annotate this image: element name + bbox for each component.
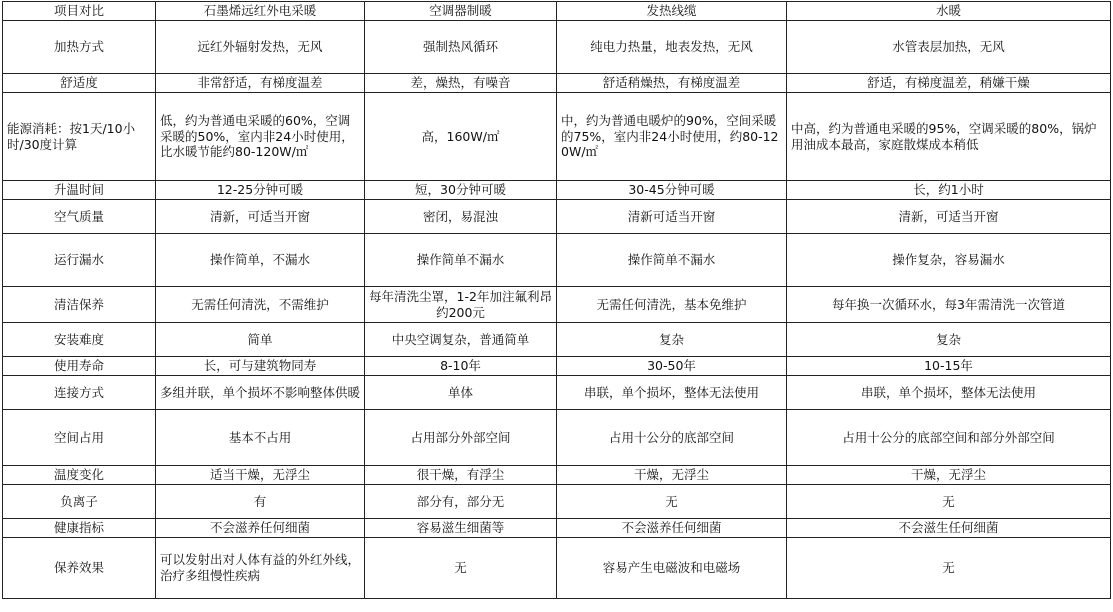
table-cell: 水管表层加热，无风: [787, 21, 1111, 74]
header-cell-water: 水暖: [787, 2, 1111, 21]
table-row: [3, 376, 1111, 410]
table-cell: 高，160W/㎡: [365, 93, 557, 181]
table-cell: 复杂: [787, 323, 1111, 357]
table-cell: 清新可适当开窗: [557, 200, 787, 234]
table-cell: 干燥，无浮尘: [557, 466, 787, 485]
table-cell: 短，30分钟可暖: [365, 181, 557, 200]
table-cell: 远红外辐射发热，无风: [156, 21, 365, 74]
table-cell: 低，约为普通电采暖的60%，空调采暖的50%，室内非24小时使用，比水暖节能约80-120W/㎡: [156, 93, 365, 181]
table-cell: 差，燥热，有噪音: [365, 74, 557, 93]
row-label: 空气质量: [3, 200, 156, 234]
table-cell: 有: [156, 485, 365, 519]
table-cell: 基本不占用: [156, 410, 365, 466]
table-row: [3, 410, 1111, 466]
table-cell: 不会滋生任何细菌: [787, 519, 1111, 538]
table-cell: 不会滋养任何细菌: [557, 519, 787, 538]
table-cell: 操作复杂，容易漏水: [787, 234, 1111, 287]
row-label: 升温时间: [3, 181, 156, 200]
row-label: 连接方式: [3, 376, 156, 410]
table-cell: 非常舒适，有梯度温差: [156, 74, 365, 93]
header-cell-item: 项目对比: [3, 2, 156, 21]
table-row: [3, 21, 1111, 74]
table-cell: 清新，可适当开窗: [156, 200, 365, 234]
table-row: [3, 287, 1111, 323]
table-cell: 每年换一次循环水，每3年需清洗一次管道: [787, 287, 1111, 323]
table-cell: 8-10年: [365, 357, 557, 376]
row-label: 清洁保养: [3, 287, 156, 323]
table-cell: 单体: [365, 376, 557, 410]
table-cell: 中高，约为普通电采暖的95%，空调采暖的80%，锅炉用油成本最高，家庭散煤成本稍低: [787, 93, 1111, 181]
table-row: [3, 74, 1111, 93]
row-label: 健康指标: [3, 519, 156, 538]
table-cell: 无需任何清洗，基本免维护: [557, 287, 787, 323]
table-cell: 可以发射出对人体有益的外红外线，治疗多组慢性疾病: [156, 538, 365, 599]
table-row: [3, 234, 1111, 287]
table-row: [3, 538, 1111, 599]
table-cell: 每年清洗尘罩，1-2年加注氟利昂约200元: [365, 287, 557, 323]
table-cell: 舒适，有梯度温差，稍嫌干燥: [787, 74, 1111, 93]
table-cell: 容易产生电磁波和电磁场: [557, 538, 787, 599]
row-label: 能源消耗：按1天/10小时/30度计算: [3, 93, 156, 181]
table-row: [3, 93, 1111, 181]
table-cell: 密闭，易混浊: [365, 200, 557, 234]
row-label: 运行漏水: [3, 234, 156, 287]
table-cell: 长，可与建筑物同寿: [156, 357, 365, 376]
table-cell: 清新，可适当开窗: [787, 200, 1111, 234]
table-cell: 无: [365, 538, 557, 599]
table-cell: 30-45分钟可暖: [557, 181, 787, 200]
table-cell: 中，约为普通电暖炉的90%，空间采暖的75%，室内非24小时使用，约80-120W/㎡: [557, 93, 787, 181]
table-cell: 操作简单，不漏水: [156, 234, 365, 287]
table-cell: 多组并联，单个损坏不影响整体供暖: [156, 376, 365, 410]
table-row: [3, 323, 1111, 357]
table-cell: 中央空调复杂，普通简单: [365, 323, 557, 357]
row-label: 温度变化: [3, 466, 156, 485]
table-row: [3, 357, 1111, 376]
table-cell: 不会滋养任何细菌: [156, 519, 365, 538]
comparison-table: [2, 1, 1111, 599]
table-cell: 很干燥，有浮尘: [365, 466, 557, 485]
table-cell: 占用部分外部空间: [365, 410, 557, 466]
table-row: [3, 466, 1111, 485]
row-label: 安装难度: [3, 323, 156, 357]
header-cell-graphene: 石墨烯远红外电采暖: [156, 2, 365, 21]
row-label: 负离子: [3, 485, 156, 519]
table-row: [3, 519, 1111, 538]
table-cell: 舒适稍燥热，有梯度温差: [557, 74, 787, 93]
table-cell: 复杂: [557, 323, 787, 357]
table-cell: 无: [787, 485, 1111, 519]
table-cell: 无: [787, 538, 1111, 599]
table-cell: 无: [557, 485, 787, 519]
table-cell: 简单: [156, 323, 365, 357]
table-cell: 串联，单个损坏，整体无法使用: [557, 376, 787, 410]
header-cell-cable: 发热线缆: [557, 2, 787, 21]
table-cell: 部分有，部分无: [365, 485, 557, 519]
table-cell: 干燥，无浮尘: [787, 466, 1111, 485]
header-row: [3, 2, 1111, 21]
table-cell: 容易滋生细菌等: [365, 519, 557, 538]
table-cell: 占用十公分的底部空间: [557, 410, 787, 466]
table-cell: 串联，单个损坏，整体无法使用: [787, 376, 1111, 410]
table-cell: 12-25分钟可暖: [156, 181, 365, 200]
table-cell: 长，约1小时: [787, 181, 1111, 200]
table-row: [3, 200, 1111, 234]
table-row: [3, 485, 1111, 519]
table-cell: 30-50年: [557, 357, 787, 376]
table-cell: 无需任何清洗，不需维护: [156, 287, 365, 323]
table-cell: 操作简单不漏水: [557, 234, 787, 287]
row-label: 舒适度: [3, 74, 156, 93]
row-label: 空间占用: [3, 410, 156, 466]
row-label: 使用寿命: [3, 357, 156, 376]
table-cell: 强制热风循环: [365, 21, 557, 74]
row-label: 加热方式: [3, 21, 156, 74]
table-cell: 占用十公分的底部空间和部分外部空间: [787, 410, 1111, 466]
table-cell: 纯电力热量，地表发热，无风: [557, 21, 787, 74]
table-row: [3, 181, 1111, 200]
table-cell: 适当干燥，无浮尘: [156, 466, 365, 485]
row-label: 保养效果: [3, 538, 156, 599]
table-cell: 10-15年: [787, 357, 1111, 376]
header-cell-aircon: 空调器制暖: [365, 2, 557, 21]
table-cell: 操作简单不漏水: [365, 234, 557, 287]
